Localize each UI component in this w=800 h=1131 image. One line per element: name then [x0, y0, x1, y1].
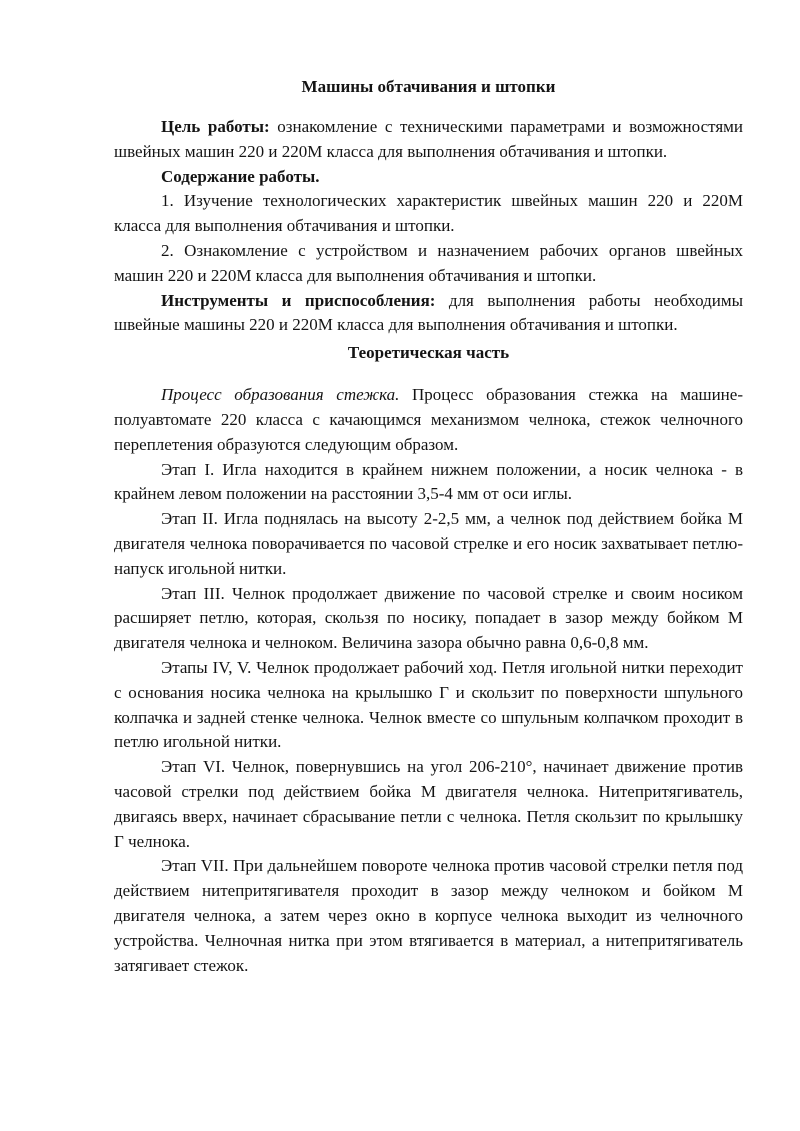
stage-3-paragraph: Этап III. Челнок продолжает движение по часовой стрелке и своим носиком расширяет петлю, которая, скользя по носику, попадает в зазор между бойком М двигателя челнока и челноком. Величина зазора обычно равна 0,6-0,8 мм. [114, 583, 743, 653]
goal-paragraph [114, 115, 743, 165]
stage-6-paragraph: Этап VI. Челнок, повернувшись на угол 206-210°, начинает движение против часовой стрелки под действием бойка М двигателя челнока. Нитепритягиватель, двигаясь вверх, начинает сбрасывание петли с челнока. Петля скользит по крылышку Г челнока. [114, 757, 743, 851]
tools-text: для выполнения работы необходимы швейные машины 220 и 220М класса для выполнения обтачивания и штопки. [114, 290, 743, 335]
tools-paragraph [114, 289, 743, 339]
goal-text: ознакомление с техническими параметрами и возможностями швейных машин 220 и 220М класса для выполнения обтачивания и штопки. [114, 117, 744, 161]
stitch-process-text: Процесс образования стежка на машине-полуавтомате 220 класса с качающимся механизмом челнока, стежок челночного переплетения образуются следующим образом. [114, 385, 743, 454]
theory-heading: Теоретическая часть [347, 343, 510, 363]
tools-label: Инструменты и приспособления: [161, 290, 436, 310]
document-title: Машины обтачивания и штопки [301, 77, 556, 96]
stitch-process-label: Процесс образования стежка. [161, 385, 400, 405]
contents-item-2: 2. Ознакомление с устройством и назначением рабочих органов швейных машин 220 и 220М класса для выполнения обтачивания и штопки. [114, 240, 743, 285]
stitch-process-paragraph [114, 383, 743, 457]
goal-label: Цель работы: [161, 117, 270, 136]
stage-1-paragraph: Этап I. Игла находится в крайнем нижнем положении, а носик челнока - в крайнем левом положении на расстоянии 3,5-4 мм от оси иглы. [114, 459, 743, 504]
stage-2-paragraph: Этап II. Игла поднялась на высоту 2-2,5 мм, а челнок под действием бойка М двигателя челнока поворачивается по часовой стрелке и его носик захватывает петлю-напуск игольной нитки. [114, 509, 743, 578]
stage-7-paragraph: Этап VII. При дальнейшем повороте челнока против часовой стрелки петля под действием нитепритягивателя проходит в зазор между челноком и бойком М двигателя челнока, а затем через окно в корпусе челнока выходит из челночного устройства. Челночная нитка при этом втягивается в материал, а нитепритягиватель затягивает стежок. [114, 856, 743, 975]
contents-heading: Содержание работы. [161, 166, 320, 186]
stage-4-5-paragraph: Этапы IV, V. Челнок продолжает рабочий ход. Петля игольной нитки переходит с основания носика челнока на крылышко Г и скользит по поверхности шпульного колпачка и задней стенке челнока. Челнок вместе со шпульным колпачком проходит в петлю игольной нитки. [114, 657, 743, 752]
contents-item-1: 1. Изучение технологических характеристик швейных машин 220 и 220М класса для выполнения обтачивания и штопки. [114, 191, 743, 236]
